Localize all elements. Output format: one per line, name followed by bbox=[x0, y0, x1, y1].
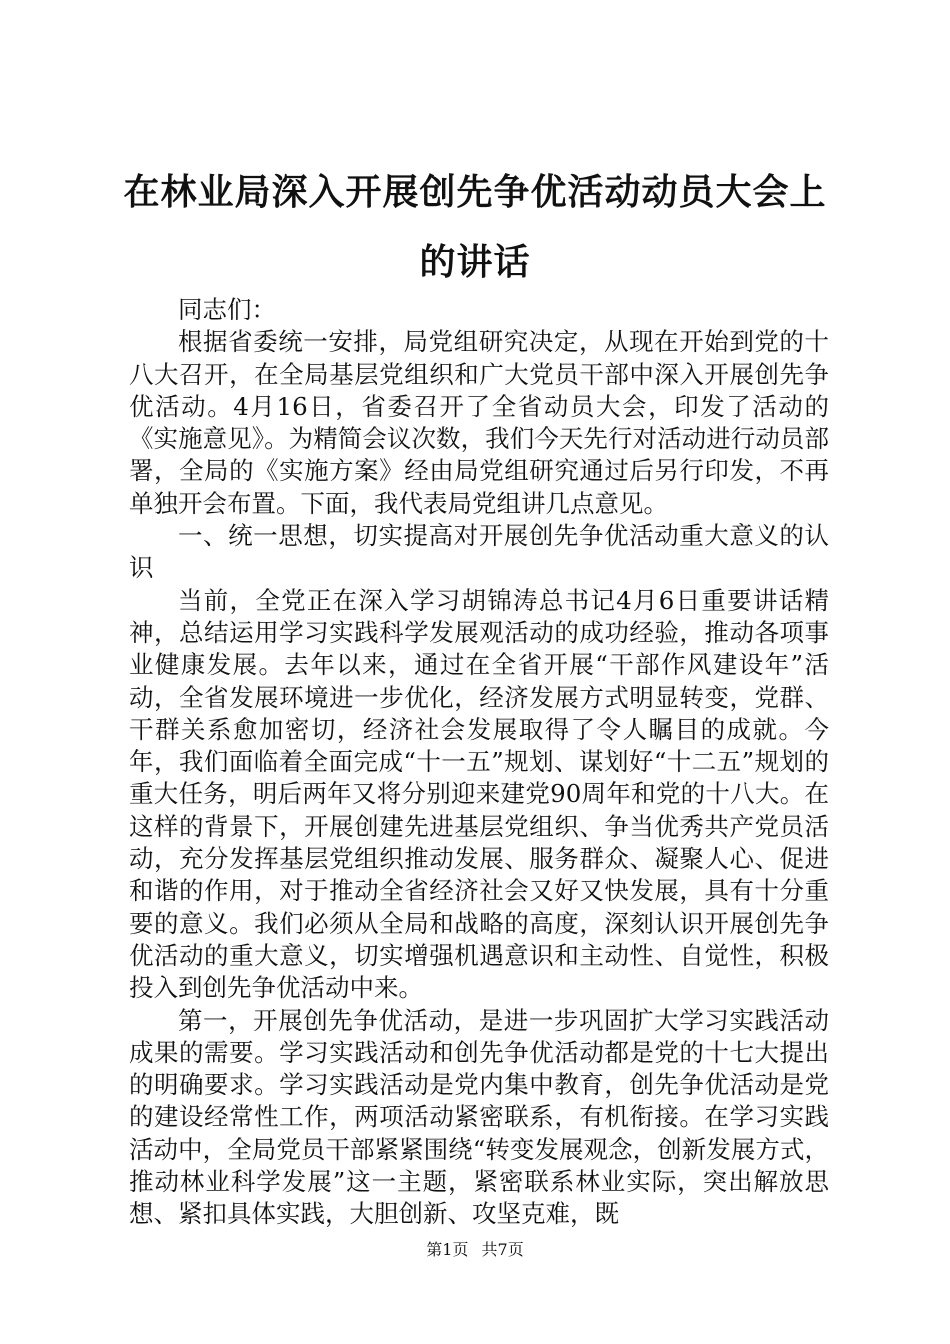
paragraph: 根据省委统一安排，局党组研究决定，从现在开始到党的十八大召开，在全局基层党组织和广大党员干部中深入开展创先争优活动。4月16日，省委召开了全省动员大会，印发了活动的《实施意见》。为精简会议次数，我们今天先行对活动进行动员部署，全局的《实施方案》经由局党组研究通过后另行印发，不再单独开会布置。下面，我代表局党组讲几点意见。 bbox=[129, 327, 829, 518]
salutation: 同志们： bbox=[178, 295, 276, 324]
document-title: 在林业局深入开展创先争优活动动员大会上的讲话 bbox=[123, 172, 827, 283]
section-heading: 一、统一思想，切实提高对开展创先争优活动重大意义的认识 bbox=[129, 521, 829, 583]
paragraph: 当前，全党正在深入学习胡锦涛总书记4月6日重要讲话精神，总结运用学习实践科学发展观活动的成功经验，推动各项事业健康发展。去年以来，通过在全省开展“干部作风建设年”活动，全省发展环境进一步优化，经济发展方式明显转变，党群、干群关系愈加密切，经济社会发展取得了令人瞩目的成就。今年，我们面临着全面完成“十一五”规划、谋划好“十二五”规划的重大任务，明后两年又将分别迎来建党90周年和党的十八大。在这样的背景下，开展创建先进基层党组织、争当优秀共产党员活动，充分发挥基层党组织推动发展、服务群众、凝聚人心、促进和谐的作用，对于推动全省经济社会又好又快发展，具有十分重要的意义。我们必须从全局和战略的高度，深刻认识开展创先争优活动的重大意义，切实增强机遇意识和主动性、自觉性，积极投入到创先争优活动中来。 bbox=[129, 585, 829, 1003]
paragraph: 第一，开展创先争优活动，是进一步巩固扩大学习实践活动成果的需要。学习实践活动和创先争优活动都是党的十七大提出的明确要求。学习实践活动是党内集中教育，创先争优活动是党的建设经常性工作，两项活动紧密联系，有机衔接。在学习实践活动中，全局党员干部紧紧围绕“转变发展观念，创新发展方式，推动林业科学发展”这一主题，紧密联系林业实际，突出解放思想、紧扣具体实践，大胆创新、攻坚克难，既 bbox=[129, 1005, 829, 1229]
page-total: 共7页 bbox=[481, 1240, 524, 1259]
page-number: 第1页 bbox=[426, 1240, 469, 1259]
page-footer bbox=[0, 1240, 950, 1260]
document-body bbox=[129, 294, 829, 1231]
